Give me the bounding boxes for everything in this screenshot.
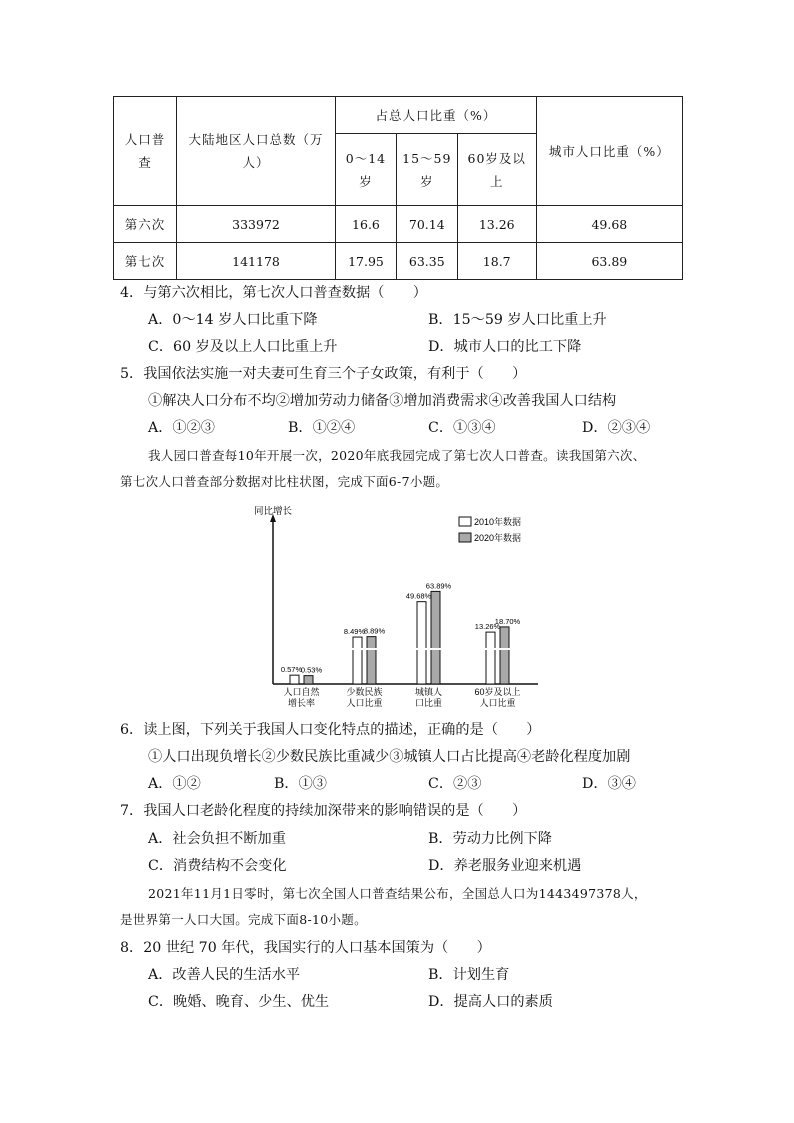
q6-option-c[interactable]: C．②③ <box>428 776 482 792</box>
intro-6-7-line2: 第七次人口普查部分数据对比柱状图，完成下面6-7小题。 <box>120 474 449 489</box>
intro-6-7-line1: 我人园口普查每10年开展一次，2020年底我园完成了第七次人口普查。读我国第六次、 <box>148 448 646 463</box>
cell-age-0-14: 17.95 <box>336 243 397 280</box>
intro-8-10-line2: 是世界第一人口大国。完成下面8-10小题。 <box>120 912 367 927</box>
y-axis-label: 同比增长 <box>254 506 293 517</box>
q7-option-a[interactable]: A．社会负担不断加重 <box>148 831 286 847</box>
data-label: 8.89% <box>363 626 386 636</box>
intro-8-10-line1: 2021年11月1日零时，第七次全国人口普查结果公布，全国总人口为1443497378人， <box>148 886 647 901</box>
data-label: 8.49% <box>343 627 366 637</box>
cell-age-15-59: 70.14 <box>396 206 457 243</box>
bar-2020-2 <box>431 591 440 684</box>
cell-total: 333972 <box>176 206 335 243</box>
cell-urban: 63.89 <box>536 243 682 280</box>
legend-2010-label: 2010年数据 <box>474 517 522 527</box>
q5-option-d[interactable]: D．②③④ <box>582 420 651 436</box>
data-label: 13.26% <box>474 622 501 632</box>
category-label: 城镇人 <box>414 687 443 697</box>
q6-stem: 6．读上图，下列关于我国人口变化特点的描述，正确的是（ ） <box>120 722 541 738</box>
axis-break-mark <box>416 648 427 650</box>
q7-option-c[interactable]: C．消费结构不会变化 <box>148 858 287 874</box>
q7-option-b[interactable]: B．劳动力比例下降 <box>428 831 552 847</box>
q8-option-b[interactable]: B．计划生育 <box>428 967 510 983</box>
bar-2020-1 <box>367 637 376 684</box>
data-label: 0.57% <box>280 665 303 675</box>
q5-items: ①解决人口分布不均②增加劳动力储备③增加消费需求④改善我国人口结构 <box>148 393 617 409</box>
q4-option-d[interactable]: D．城市人口的比工下降 <box>428 339 582 355</box>
data-label: 18.70% <box>494 616 521 626</box>
bar-2020-0 <box>304 676 313 684</box>
q5-stem: 5．我国依法实施一对夫妻可生育三个子女政策，有利于（ ） <box>120 366 527 382</box>
q6-option-d[interactable]: D．③④ <box>582 776 636 792</box>
category-label: 人口比重 <box>479 698 516 708</box>
q7-option-d[interactable]: D．养老服务业迎来机遇 <box>428 858 582 874</box>
axis-break-mark <box>485 648 496 650</box>
header-survey: 人口普查 <box>114 97 177 206</box>
bar-2010-3 <box>486 632 495 684</box>
category-label: 人口比重 <box>346 698 383 708</box>
header-urban: 城市人口比重（%） <box>536 97 682 206</box>
header-share: 占总人口比重（%） <box>336 97 537 134</box>
bar-2010-2 <box>417 602 426 684</box>
axis-break-mark <box>430 648 441 650</box>
category-label: 60岁及以上 <box>474 687 521 697</box>
header-total: 大陆地区人口总数（万人） <box>176 97 335 206</box>
header-age-15-59: 15～59岁 <box>396 134 457 206</box>
q4-option-a[interactable]: A．0～14 岁人口比重下降 <box>148 312 318 328</box>
cell-urban: 49.68 <box>536 206 682 243</box>
category-label: 人口自然 <box>283 687 320 697</box>
q8-option-a[interactable]: A．改善人民的生活水平 <box>148 967 301 983</box>
bar-2010-1 <box>353 637 362 684</box>
row-name: 第六次 <box>114 206 177 243</box>
q4-stem: 4．与第六次相比，第七次人口普查数据（ ） <box>120 285 427 301</box>
bar-2010-0 <box>290 675 299 684</box>
q7-stem: 7．我国人口老龄化程度的持续加深带来的影响错误的是（ ） <box>120 803 527 819</box>
axis-break-mark <box>352 648 363 650</box>
q5-option-c[interactable]: C．①③④ <box>428 420 496 436</box>
table-row <box>114 243 683 280</box>
axis-break-mark <box>499 648 510 650</box>
header-age-60: 60岁及以上 <box>457 134 536 206</box>
cell-age-15-59: 63.35 <box>396 243 457 280</box>
cell-age-60: 13.26 <box>457 206 536 243</box>
row-name: 第七次 <box>114 243 177 280</box>
q6-option-b[interactable]: B．①③ <box>274 776 327 792</box>
axis-break-mark <box>366 648 377 650</box>
category-label: 口比重 <box>414 698 443 708</box>
census-bar-chart <box>240 498 570 720</box>
cell-age-60: 18.7 <box>457 243 536 280</box>
chart-svg <box>240 498 570 720</box>
cell-age-0-14: 16.6 <box>336 206 397 243</box>
q8-stem: 8．20 世纪 70 年代，我国实行的人口基本国策为（ ） <box>120 940 491 956</box>
q8-option-d[interactable]: D．提高人口的素质 <box>428 994 553 1010</box>
q6-option-a[interactable]: A．①② <box>148 776 201 792</box>
header-age-0-14: 0～14岁 <box>336 134 397 206</box>
data-label: 0.53% <box>300 665 323 675</box>
q6-items: ①人口出现负增长②少数民族比重减少③城镇人口占比提高④老龄化程度加剧 <box>148 749 631 765</box>
bars-group <box>281 581 521 708</box>
q5-option-a[interactable]: A．①②③ <box>148 420 215 436</box>
category-label: 增长率 <box>287 698 316 708</box>
table-row <box>114 206 683 243</box>
q4-option-c[interactable]: C．60 岁及以上人口比重上升 <box>148 339 338 355</box>
legend-2020-label: 2020年数据 <box>474 533 522 543</box>
legend-2020-swatch <box>459 533 471 542</box>
data-label: 63.89% <box>425 581 452 591</box>
cell-total: 141178 <box>176 243 335 280</box>
bar-2020-3 <box>500 627 509 684</box>
q4-option-b[interactable]: B．15～59 岁人口比重上升 <box>428 312 607 328</box>
census-table <box>113 96 683 280</box>
category-label: 少数民族 <box>346 687 383 697</box>
data-label: 49.68% <box>405 591 432 601</box>
q5-option-b[interactable]: B．①②④ <box>288 420 356 436</box>
legend-2010-swatch <box>459 517 471 526</box>
q8-option-c[interactable]: C．晚婚、晚育、少生、优生 <box>148 994 330 1010</box>
